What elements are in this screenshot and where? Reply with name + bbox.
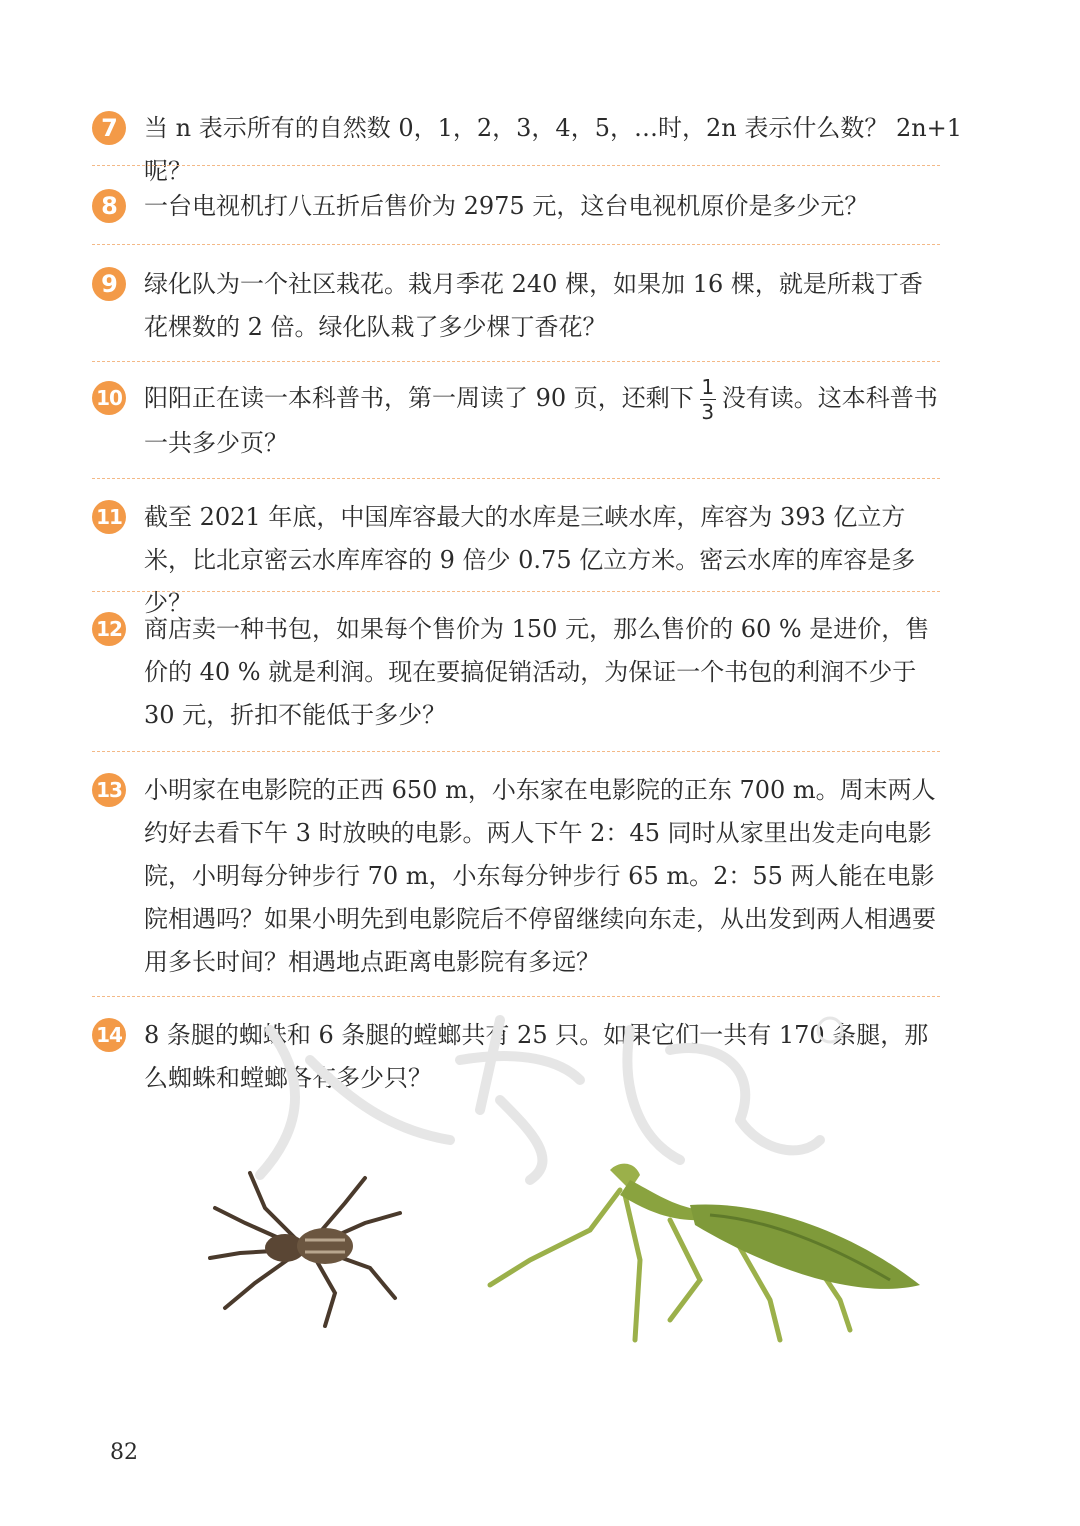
question-text-after: 没有读。这本科普书一共多少页？ (144, 384, 938, 457)
question-10 (92, 375, 972, 465)
dashed-separator (92, 751, 940, 752)
question-text: 商店卖一种书包，如果每个售价为 150 元，那么售价的 60 % 是进价，售价的 40 % 就是利润。现在要搞促销活动，为保证一个书包的利润不少于 30 元，折扣不能低于多少？ (144, 615, 930, 729)
question-11 (92, 500, 972, 625)
question-text: 当 n 表示所有的自然数 0，1，2，3，4，5，…时，2n 表示什么数？ 2n+1 呢？ (144, 114, 963, 185)
question-text: 8 条腿的蜘蛛和 6 条腿的螳螂共有 25 只。如果它们一共有 170 条腿，那么蜘蛛和螳螂各有多少只？ (144, 1021, 929, 1092)
question-number-badge: 11 (92, 500, 126, 534)
question-number-badge: 14 (92, 1018, 126, 1052)
question-text: 小明家在电影院的正西 650 m，小东家在电影院的正东 700 m。周末两人约好去看下午 3 时放映的电影。两人下午 2：45 同时从家里出发走向电影院，小明每分钟步行 70 m，小东每分钟步行 65 m。2：55 两人能在电影院相遇吗？如果小明先到电影院后不停留继续向东走，从出发到两人相遇要用多长时间？相遇地点距离电影院有多远？ (144, 776, 936, 976)
question-text: 一台电视机打八五折后售价为 2975 元，这台电视机原价是多少元？ (144, 192, 869, 220)
dashed-separator (92, 165, 940, 166)
question-9 (92, 267, 972, 349)
fraction-denominator: 3 (701, 400, 715, 424)
dashed-separator (92, 591, 940, 592)
dashed-separator (92, 361, 940, 362)
question-text-before: 阳阳正在读一本科普书，第一周读了 90 页，还剩下 (144, 384, 694, 412)
fraction-numerator: 1 (701, 375, 715, 399)
question-12 (92, 612, 972, 737)
question-text: 截至 2021 年底，中国库容最大的水库是三峡水库，库容为 393 亿立方米，比北京密云水库库容的 9 倍少 0.75 亿立方米。密云水库的库容是多少？ (144, 503, 916, 617)
dashed-separator (92, 478, 940, 479)
question-13 (92, 773, 972, 984)
mantis-icon (470, 1150, 930, 1350)
question-number-badge: 9 (92, 267, 126, 301)
fraction (700, 377, 716, 422)
page-number: 82 (110, 1440, 138, 1465)
question-number-badge: 10 (92, 381, 126, 415)
question-8 (92, 189, 972, 228)
question-text: 绿化队为一个社区栽花。栽月季花 240 棵，如果加 16 棵，就是所栽丁香花棵数的 2 倍。绿化队栽了多少棵丁香花？ (144, 270, 923, 341)
question-number-badge: 12 (92, 612, 126, 646)
question-7 (92, 111, 972, 193)
dashed-separator (92, 244, 940, 245)
question-number-badge: 13 (92, 773, 126, 807)
question-text (144, 377, 944, 465)
question-number-badge: 8 (92, 189, 126, 223)
question-number-badge: 7 (92, 111, 126, 145)
spider-icon (205, 1168, 405, 1328)
